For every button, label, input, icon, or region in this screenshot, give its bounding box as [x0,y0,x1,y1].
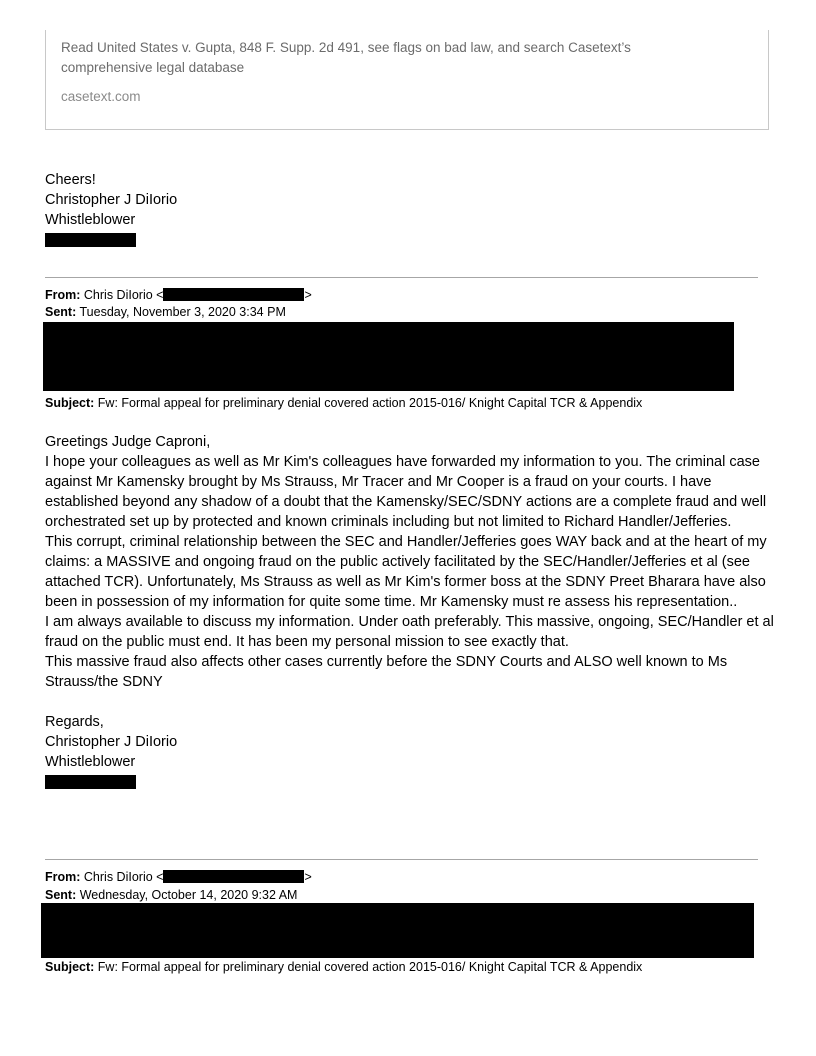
redaction-block [45,233,136,247]
from-close: > [304,288,312,302]
signature-title: Whistleblower [45,754,136,770]
subject-value: Fw: Formal appeal for preliminary denial covered action 2015-016/ Knight Capital TCR & Appendix [97,396,643,410]
signature-greeting: Cheers! [45,172,96,188]
body-paragraph: Greetings Judge Caproni, [45,434,211,450]
from-close: > [304,870,312,884]
body-paragraph: I hope your colleagues as well as Mr Kim's colleagues have forwarded my information to you. The criminal case against Mr Kamensky brought by Ms Strauss, Mr Tracer and Mr Cooper is a fraud on your courts. I have established beyond any shadow of a doubt that the Kamensky/SEC/SDNY actions are a complete fraud and well orchestrated set up by protected and known criminals including but not limited to Richard Handler/Jefferies. [45,454,767,530]
from-label: From: [45,870,81,884]
from-label: From: [45,288,81,302]
from-name: Chris DiIorio < [83,288,164,302]
sent-label: Sent: [45,888,77,902]
body-paragraph: This corrupt, criminal relationship between the SEC and Handler/Jefferies goes WAY back and at the heart of my claims: a MASSIVE and ongoing fraud on the public actively facilitated by the SEC/Handler/Jefferies et al (see attached TCR). Unfortunately, Ms Strauss as well as Mr Kim's former boss at the SDNY Preet Bharara have also been in possession of my information for quite some time. Mr Kamensky must re assess his representation.. [45,534,767,610]
sent-value: Tuesday, November 3, 2020 3:34 PM [79,305,286,319]
closing: Regards, [45,714,104,730]
signature-name: Christopher J DiIorio [45,734,178,750]
redaction-email [163,870,304,883]
email-body [45,432,775,692]
email-from-line [45,288,312,303]
sent-value: Wednesday, October 14, 2020 9:32 AM [79,888,298,902]
from-name: Chris DiIorio < [83,870,164,884]
redaction-recipients [43,322,734,391]
email-subject-line [45,960,642,975]
body-paragraph: This massive fraud also affects other cases currently before the SDNY Courts and ALSO well known to Ms Strauss/the SDNY [45,654,728,690]
email-divider [45,859,758,860]
body-paragraph: I am always available to discuss my information. Under oath preferably. This massive, ongoing, SEC/Handler et al fraud on the public must end. It has been my personal mission to see exactly that. [45,614,774,650]
email-sent-line [45,305,286,320]
signature-title: Whistleblower [45,212,136,228]
email-from-line [45,870,312,885]
email-divider [45,277,758,278]
link-preview-domain[interactable]: casetext.com [61,89,141,104]
subject-label: Subject: [45,960,95,974]
subject-label: Subject: [45,396,95,410]
sent-label: Sent: [45,305,77,319]
redaction-email [163,288,304,301]
subject-value: Fw: Formal appeal for preliminary denial covered action 2015-016/ Knight Capital TCR & Appendix [97,960,643,974]
link-preview-description: Read United States v. Gupta, 848 F. Supp. 2d 491, see flags on bad law, and search Casetext’s comprehensive legal database [61,40,631,75]
redaction-recipients [41,903,754,958]
redaction-block [45,775,136,789]
signature-name: Christopher J DiIorio [45,192,178,208]
email-sent-line [45,888,297,903]
email-subject-line [45,396,642,411]
